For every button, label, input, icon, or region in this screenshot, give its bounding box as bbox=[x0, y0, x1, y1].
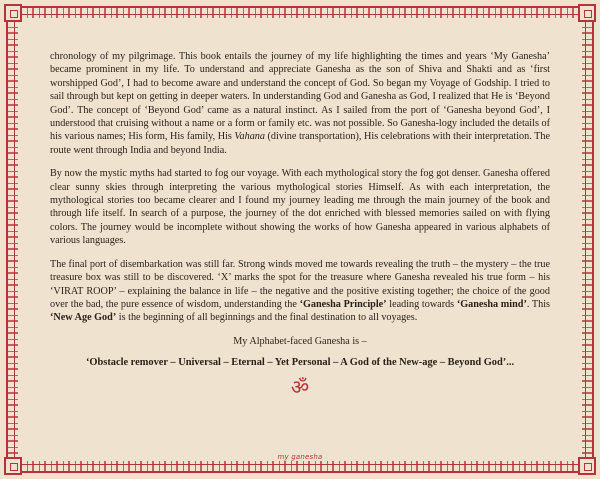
my-ganesha-logo: my ganesha bbox=[277, 453, 323, 461]
paragraph-3-text: The final port of disembarkation was still far. Strong winds moved me towards revealing the truth – the mystery – the true treasure box was still to be discovered. ‘X’ marks the spot for the treasure where Ganesha revealed his true form – his ‘VIRAT ROOP’ – explaining the balance in life – the negative and the positive existing together; the choice of the good over the bad, the pure essence of wisdom, understanding the bbox=[50, 258, 550, 310]
corner-ornament-top-left bbox=[4, 4, 22, 22]
corner-ornament-top-right bbox=[578, 4, 596, 22]
lead-line: My Alphabet-faced Ganesha is – bbox=[233, 335, 367, 347]
paragraph-3 bbox=[50, 258, 550, 325]
ganesha-principle-emphasis: ‘Ganesha Principle’ bbox=[299, 298, 387, 310]
paragraph-3-text: is the beginning of all beginnings and the final destination to all voyages. bbox=[116, 312, 418, 324]
om-icon: ॐ bbox=[290, 374, 310, 399]
ganesha-mind-emphasis: ‘Ganesha mind’ bbox=[456, 298, 527, 310]
tagline: ‘Obstacle remover – Universal – Eternal – Yet Personal – A God of the New-age – Beyond God’... bbox=[85, 357, 515, 369]
paragraph-3-text: leading towards bbox=[386, 298, 457, 310]
body-text bbox=[50, 50, 550, 398]
paragraph-2: By now the mystic myths had started to fog our voyage. With each mythological story the fog got denser. Ganesha offered clear sunny skies through interpreting the various mythological stories Himself. As with each interpretation, the mythological stories too became clearer and I found my journey leading me through the main journey of the book and through life itself. In search of a purpose, the journey of the dot enriched with blessed memories sailed on with flying colors. The journey would be incomplete without showing the works of how Ganesha appeared in various alphabets of various languages. bbox=[50, 168, 550, 247]
paragraph-1: chronology of my pilgrimage. This book entails the journey of my life highlighting the times and years ‘My Ganesha’ became prominent in my life. To understand and appreciate Ganesha as the son of Shiva and Shakti and as ‘first worshipped God’, I had to become aware and understand the concept of God. So began my Voyage of Godship. I tried to sail through but kept on getting in deeper waters. In understanding God and Ganesha as God, I realized that He is ‘Beyond God’. The concept of ‘Beyond God’ came as a natural instinct. As I sailed from the port of ‘Ganesha beyond God’, I understood that cruising without a name or a form or family etc. was not possible. So Ganesha-logy included the details of his various names; His form, His family, His Vahana (divine transportation), His celebrations with their interpretation. The route went through India and beyond India. bbox=[50, 51, 550, 156]
vahana-italic: Vahana bbox=[234, 131, 265, 143]
paragraph-3-text: . This bbox=[526, 298, 550, 310]
new-age-god-emphasis: ‘New Age God’ bbox=[50, 312, 117, 324]
